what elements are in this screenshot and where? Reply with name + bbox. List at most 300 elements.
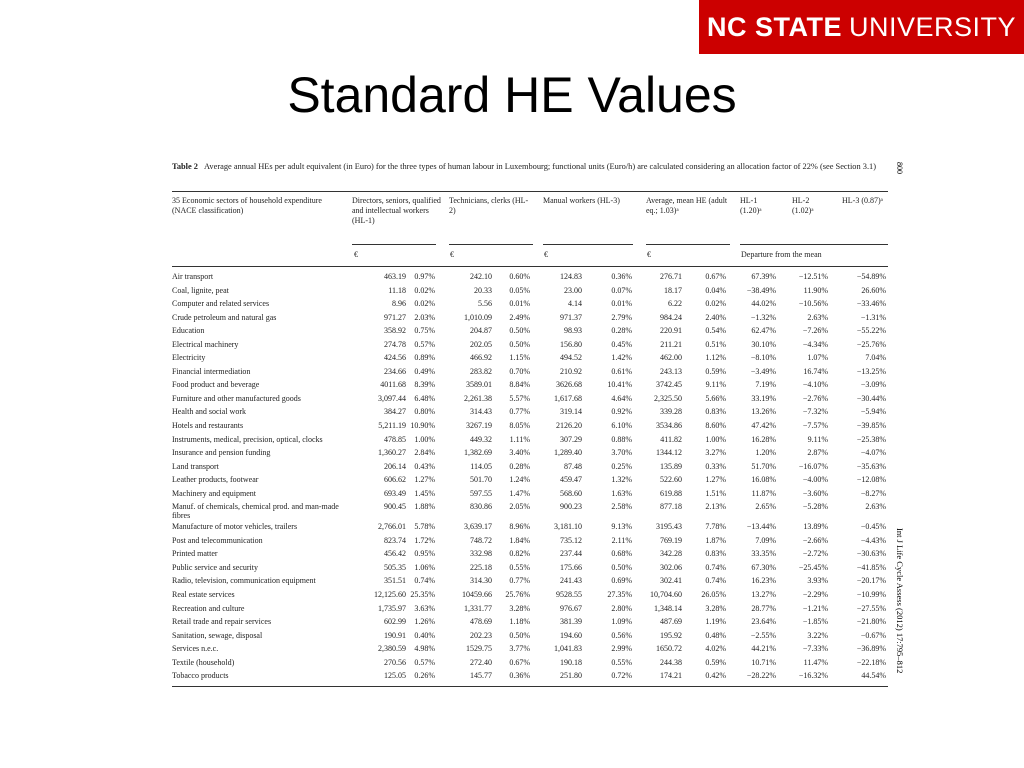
table-row xyxy=(172,353,888,367)
cell-hl1-value: 693.49 xyxy=(384,488,406,498)
cell-avg-value: 462.00 xyxy=(660,353,682,363)
logo-bold-text: NC STATE xyxy=(706,11,842,42)
cell-hl2-value: 1529.75 xyxy=(466,644,492,654)
cell-avg-pct: 0.83% xyxy=(705,407,726,417)
table-row xyxy=(172,448,888,462)
cell-hl2-pct: 2.49% xyxy=(509,312,530,322)
cell-dep-hl2: 2.87% xyxy=(807,448,828,458)
cell-sector: Printed matter xyxy=(172,549,218,559)
cell-dep-hl1: 16.23% xyxy=(751,576,776,586)
cell-hl2-value: 3589.01 xyxy=(466,380,492,390)
cell-hl1-pct: 25.35% xyxy=(410,590,435,600)
cell-hl3-pct: 1.32% xyxy=(611,475,632,485)
cell-hl3-value: 494.52 xyxy=(560,353,582,363)
cell-dep-hl1: −28.22% xyxy=(746,671,776,681)
cell-hl3-value: 319.14 xyxy=(560,407,582,417)
cell-dep-hl3: −4.43% xyxy=(860,535,886,545)
cell-hl2-pct: 1.11% xyxy=(509,434,530,444)
cell-avg-value: 3195.43 xyxy=(656,522,682,532)
cell-dep-hl3: 44.54% xyxy=(861,671,886,681)
cell-avg-value: 6.22 xyxy=(668,299,682,309)
cell-dep-hl2: −25.45% xyxy=(798,562,828,572)
cell-dep-hl2: −16.32% xyxy=(798,671,828,681)
cell-hl1-value: 270.56 xyxy=(384,657,406,667)
cell-hl1-pct: 3.63% xyxy=(414,603,435,613)
cell-avg-value: 3534.86 xyxy=(656,421,682,431)
cell-hl3-pct: 0.69% xyxy=(611,576,632,586)
cell-avg-pct: 1.27% xyxy=(705,475,726,485)
table-row xyxy=(172,502,888,522)
cell-hl1-value: 2,380.59 xyxy=(378,644,406,654)
cell-hl2-pct: 1.84% xyxy=(509,535,530,545)
cell-avg-pct: 0.04% xyxy=(705,285,726,295)
cell-hl2-value: 314.43 xyxy=(470,407,492,417)
cell-hl1-pct: 0.57% xyxy=(414,339,435,349)
cell-hl2-pct: 0.50% xyxy=(509,326,530,336)
cell-dep-hl2: −4.00% xyxy=(802,475,828,485)
cell-avg-pct: 0.54% xyxy=(705,326,726,336)
cell-hl1-pct: 2.84% xyxy=(414,448,435,458)
cell-hl3-pct: 1.42% xyxy=(611,353,632,363)
cell-avg-value: 174.21 xyxy=(660,671,682,681)
cell-hl2-value: 449.32 xyxy=(470,434,492,444)
cell-dep-hl3: −36.89% xyxy=(856,644,886,654)
cell-sector: Manufacture of motor vehicles, trailers xyxy=(172,522,298,532)
table-label: Table 2 xyxy=(172,162,198,171)
header-dep-hl3: HL-3 (0.87)ᵃ xyxy=(842,196,883,205)
cell-hl1-value: 351.51 xyxy=(384,576,406,586)
cell-hl2-pct: 1.47% xyxy=(509,488,530,498)
cell-hl2-pct: 3.77% xyxy=(509,644,530,654)
table-row xyxy=(172,272,888,286)
cell-hl1-value: 602.99 xyxy=(384,617,406,627)
cell-dep-hl3: 2.63% xyxy=(865,502,886,512)
table-row xyxy=(172,671,888,685)
cell-hl2-pct: 0.05% xyxy=(509,285,530,295)
cell-hl3-pct: 0.92% xyxy=(611,407,632,417)
cell-hl2-pct: 0.01% xyxy=(509,299,530,309)
cell-hl3-value: 190.18 xyxy=(560,657,582,667)
side-citation: Int J Life Cycle Assess (2012) 17:795–812 xyxy=(895,528,905,674)
cell-hl1-pct: 6.48% xyxy=(414,393,435,403)
cell-dep-hl1: 33.35% xyxy=(751,549,776,559)
cell-hl3-pct: 9.13% xyxy=(611,522,632,532)
cell-sector: Health and social work xyxy=(172,407,246,417)
cell-hl1-value: 2,766.01 xyxy=(378,522,406,532)
cell-hl3-pct: 0.36% xyxy=(611,272,632,281)
cell-hl3-value: 900.23 xyxy=(560,502,582,512)
cell-hl2-value: 3,639.17 xyxy=(464,522,492,532)
cell-avg-value: 1344.12 xyxy=(656,448,682,458)
cell-avg-value: 135.89 xyxy=(660,461,682,471)
cell-dep-hl3: −12.08% xyxy=(856,475,886,485)
cell-dep-hl1: 13.27% xyxy=(751,590,776,600)
cell-hl2-pct: 0.82% xyxy=(509,549,530,559)
cell-dep-hl1: −38.49% xyxy=(746,285,776,295)
table-row xyxy=(172,549,888,563)
cell-hl1-value: 606.62 xyxy=(384,475,406,485)
cell-dep-hl1: −8.10% xyxy=(750,353,776,363)
cell-sector: Electrical machinery xyxy=(172,339,239,349)
cell-sector: Furniture and other manufactured goods xyxy=(172,393,301,403)
cell-hl3-pct: 0.56% xyxy=(611,630,632,640)
cell-hl1-value: 206.14 xyxy=(384,461,406,471)
cell-avg-value: 487.69 xyxy=(660,617,682,627)
cell-avg-value: 877.18 xyxy=(660,502,682,512)
cell-sector: Recreation and culture xyxy=(172,603,245,613)
cell-dep-hl2: 11.47% xyxy=(803,657,828,667)
cell-hl2-pct: 8.96% xyxy=(509,522,530,532)
cell-hl3-pct: 0.07% xyxy=(611,285,632,295)
cell-hl3-pct: 0.68% xyxy=(611,549,632,559)
cell-dep-hl3: −33.46% xyxy=(856,299,886,309)
cell-dep-hl1: 13.26% xyxy=(751,407,776,417)
header-hl2: Technicians, clerks (HL-2) xyxy=(449,196,529,215)
cell-hl3-value: 175.66 xyxy=(560,562,582,572)
cell-hl2-pct: 0.60% xyxy=(509,272,530,281)
table-row xyxy=(172,489,888,503)
cell-dep-hl1: −13.44% xyxy=(746,522,776,532)
cell-hl3-value: 568.60 xyxy=(560,488,582,498)
cell-avg-pct: 0.42% xyxy=(705,671,726,681)
cell-avg-pct: 4.02% xyxy=(705,644,726,654)
cell-hl2-pct: 0.55% xyxy=(509,562,530,572)
table-row xyxy=(172,576,888,590)
cell-hl1-value: 3,097.44 xyxy=(378,393,406,403)
cell-hl2-pct: 3.40% xyxy=(509,448,530,458)
cell-hl2-value: 597.55 xyxy=(470,488,492,498)
cell-hl2-value: 501.70 xyxy=(470,475,492,485)
cell-hl1-pct: 1.45% xyxy=(414,488,435,498)
cell-hl1-value: 971.27 xyxy=(384,312,406,322)
cell-hl3-value: 971.37 xyxy=(560,312,582,322)
cell-hl2-value: 225.18 xyxy=(470,562,492,572)
table-row xyxy=(172,313,888,327)
cell-hl3-pct: 2.99% xyxy=(611,644,632,654)
cell-avg-value: 18.17 xyxy=(664,285,682,295)
cell-sector: Food product and beverage xyxy=(172,380,260,390)
cell-hl3-value: 1,041.83 xyxy=(554,644,582,654)
cell-hl1-pct: 0.95% xyxy=(414,549,435,559)
cell-avg-value: 2,325.50 xyxy=(654,393,682,403)
cell-hl3-value: 381.39 xyxy=(560,617,582,627)
cell-dep-hl3: −35.63% xyxy=(856,461,886,471)
cell-avg-pct: 1.12% xyxy=(705,353,726,363)
cell-hl2-pct: 0.67% xyxy=(509,657,530,667)
cell-avg-pct: 1.51% xyxy=(705,488,726,498)
cell-dep-hl2: −4.10% xyxy=(802,380,828,390)
cell-hl2-pct: 25.76% xyxy=(505,590,530,600)
cell-hl1-pct: 4.98% xyxy=(414,644,435,654)
cell-dep-hl1: 33.19% xyxy=(751,393,776,403)
cell-dep-hl3: −25.76% xyxy=(856,339,886,349)
cell-dep-hl2: −7.33% xyxy=(802,644,828,654)
nc-state-logo xyxy=(699,0,1024,54)
cell-hl1-pct: 0.97% xyxy=(414,272,435,281)
cell-hl3-value: 251.80 xyxy=(560,671,582,681)
cell-hl3-value: 4.14 xyxy=(568,299,582,309)
cell-sector: Hotels and restaurants xyxy=(172,421,244,431)
cell-hl2-value: 283.82 xyxy=(470,366,492,376)
cell-dep-hl2: −2.66% xyxy=(802,535,828,545)
cell-avg-value: 522.60 xyxy=(660,475,682,485)
cell-hl2-pct: 8.05% xyxy=(509,421,530,431)
cell-avg-value: 619.88 xyxy=(660,488,682,498)
header-sector: 35 Economic sectors of household expenditure (NACE classification) xyxy=(172,196,322,215)
cell-hl2-value: 1,382.69 xyxy=(464,448,492,458)
cell-hl3-pct: 2.58% xyxy=(611,502,632,512)
cell-hl1-pct: 0.80% xyxy=(414,407,435,417)
table-row xyxy=(172,435,888,449)
cell-dep-hl2: −2.72% xyxy=(802,549,828,559)
table-bottom-rule xyxy=(172,686,888,687)
table-row xyxy=(172,462,888,476)
cell-dep-hl3: −0.67% xyxy=(860,630,886,640)
cell-dep-hl1: 28.77% xyxy=(751,603,776,613)
table-row xyxy=(172,590,888,604)
cell-hl2-pct: 3.28% xyxy=(509,603,530,613)
cell-hl3-value: 241.43 xyxy=(560,576,582,586)
cell-hl1-value: 823.74 xyxy=(384,535,406,545)
cell-dep-hl1: 47.42% xyxy=(751,421,776,431)
cell-avg-value: 10,704.60 xyxy=(650,590,682,600)
cell-dep-hl1: 30.10% xyxy=(751,339,776,349)
cell-avg-value: 1,348.14 xyxy=(654,603,682,613)
rule-hl1 xyxy=(352,244,436,245)
cell-hl1-value: 456.42 xyxy=(384,549,406,559)
cell-hl1-value: 1,735.97 xyxy=(378,603,406,613)
cell-hl3-value: 1,617.68 xyxy=(554,393,582,403)
euro-hl3: € xyxy=(544,250,548,259)
slide-title: Standard HE Values xyxy=(287,67,737,123)
cell-hl3-value: 2126.20 xyxy=(556,421,582,431)
cell-hl2-pct: 0.36% xyxy=(509,671,530,681)
cell-sector: Financial intermediation xyxy=(172,366,251,376)
cell-hl3-pct: 0.25% xyxy=(611,461,632,471)
cell-avg-pct: 0.59% xyxy=(705,366,726,376)
paper-table-image xyxy=(172,160,890,695)
cell-dep-hl3: −0.45% xyxy=(860,522,886,532)
cell-hl2-value: 114.05 xyxy=(470,461,492,471)
cell-avg-value: 244.38 xyxy=(660,657,682,667)
cell-sector: Manuf. of chemicals, chemical prod. and man-made fibres xyxy=(172,502,339,521)
cell-dep-hl2: −4.34% xyxy=(802,339,828,349)
cell-sector: Tobacco products xyxy=(172,671,229,681)
cell-avg-value: 342.28 xyxy=(660,549,682,559)
cell-hl1-pct: 1.26% xyxy=(414,617,435,627)
caption-text: Average annual HEs per adult equivalent (in Euro) for the three types of human labour in Luxembourg; functional units (Euro/h) are calculated considering an allocation factor of 22% (see Section 3.1) xyxy=(204,162,877,171)
cell-hl2-value: 1,331.77 xyxy=(464,603,492,613)
cell-avg-value: 339.28 xyxy=(660,407,682,417)
cell-dep-hl2: 9.11% xyxy=(807,434,828,444)
cell-hl1-value: 900.45 xyxy=(384,502,406,512)
cell-avg-pct: 0.67% xyxy=(705,272,726,281)
cell-sector: Leather products, footwear xyxy=(172,475,259,485)
cell-hl2-value: 20.33 xyxy=(474,285,492,295)
cell-dep-hl3: −10.99% xyxy=(856,590,886,600)
table-row xyxy=(172,604,888,618)
cell-hl1-pct: 0.75% xyxy=(414,326,435,336)
cell-hl3-value: 194.60 xyxy=(560,630,582,640)
cell-avg-value: 984.24 xyxy=(660,312,682,322)
cell-sector: Insurance and pension funding xyxy=(172,448,271,458)
cell-hl1-value: 190.91 xyxy=(384,630,406,640)
cell-avg-value: 220.91 xyxy=(660,326,682,336)
rule-avg xyxy=(646,244,730,245)
cell-avg-value: 769.19 xyxy=(660,535,682,545)
cell-hl3-pct: 1.63% xyxy=(611,488,632,498)
cell-hl1-pct: 0.26% xyxy=(414,671,435,681)
cell-dep-hl3: −5.94% xyxy=(860,407,886,417)
cell-hl1-value: 463.19 xyxy=(384,272,406,281)
cell-hl3-value: 210.92 xyxy=(560,366,582,376)
cell-hl2-value: 466.92 xyxy=(470,353,492,363)
cell-hl1-value: 1,360.27 xyxy=(378,448,406,458)
cell-avg-pct: 1.00% xyxy=(705,434,726,444)
rule-departure xyxy=(740,244,888,245)
table-row xyxy=(172,536,888,550)
cell-dep-hl1: 44.02% xyxy=(751,299,776,309)
cell-hl1-pct: 1.72% xyxy=(414,535,435,545)
table-row xyxy=(172,394,888,408)
table-row xyxy=(172,475,888,489)
cell-hl3-value: 124.83 xyxy=(560,272,582,281)
cell-dep-hl3: −20.17% xyxy=(856,576,886,586)
top-rule xyxy=(172,191,888,192)
euro-avg: € xyxy=(647,250,651,259)
header-bottom-rule xyxy=(172,266,888,267)
cell-dep-hl1: 2.65% xyxy=(755,502,776,512)
cell-hl3-pct: 4.64% xyxy=(611,393,632,403)
cell-avg-pct: 26.05% xyxy=(701,590,726,600)
cell-dep-hl3: −8.27% xyxy=(860,488,886,498)
table-row xyxy=(172,299,888,313)
cell-dep-hl3: −1.31% xyxy=(860,312,886,322)
cell-dep-hl1: 67.39% xyxy=(751,272,776,281)
departure-label: Departure from the mean xyxy=(741,250,822,259)
cell-hl2-pct: 2.05% xyxy=(509,502,530,512)
cell-avg-pct: 0.59% xyxy=(705,657,726,667)
cell-hl3-value: 156.80 xyxy=(560,339,582,349)
cell-hl3-pct: 0.45% xyxy=(611,339,632,349)
cell-avg-pct: 9.11% xyxy=(705,380,726,390)
cell-dep-hl1: 16.28% xyxy=(751,434,776,444)
table-row xyxy=(172,407,888,421)
cell-hl3-value: 307.29 xyxy=(560,434,582,444)
cell-dep-hl1: 23.64% xyxy=(751,617,776,627)
cell-dep-hl3: −25.38% xyxy=(856,434,886,444)
cell-hl1-value: 8.96 xyxy=(392,299,406,309)
cell-sector: Public service and security xyxy=(172,562,258,572)
cell-hl1-pct: 0.02% xyxy=(414,299,435,309)
table-row xyxy=(172,421,888,435)
cell-avg-value: 195.92 xyxy=(660,630,682,640)
table-row xyxy=(172,326,888,340)
cell-sector: Education xyxy=(172,326,205,336)
cell-sector: Computer and related services xyxy=(172,299,270,309)
cell-hl1-value: 384.27 xyxy=(384,407,406,417)
cell-dep-hl1: 51.70% xyxy=(751,461,776,471)
cell-dep-hl2: −12.51% xyxy=(798,272,828,281)
cell-dep-hl1: 11.87% xyxy=(751,488,776,498)
table-row xyxy=(172,658,888,672)
cell-sector: Radio, television, communication equipment xyxy=(172,576,316,586)
cell-hl1-pct: 10.90% xyxy=(410,421,435,431)
cell-hl2-value: 3267.19 xyxy=(466,421,492,431)
table-row xyxy=(172,380,888,394)
cell-hl2-pct: 0.77% xyxy=(509,576,530,586)
side-page-number: 800 xyxy=(895,162,904,174)
table-row xyxy=(172,340,888,354)
cell-hl3-value: 98.93 xyxy=(564,326,582,336)
cell-sector: Land transport xyxy=(172,461,219,471)
cell-dep-hl3: −54.89% xyxy=(856,272,886,281)
cell-hl2-value: 2,261.38 xyxy=(464,393,492,403)
cell-avg-pct: 2.13% xyxy=(705,502,726,512)
cell-hl2-pct: 1.15% xyxy=(509,353,530,363)
cell-avg-value: 302.41 xyxy=(660,576,682,586)
cell-hl1-pct: 0.74% xyxy=(414,576,435,586)
cell-dep-hl3: −27.55% xyxy=(856,603,886,613)
cell-hl3-pct: 0.28% xyxy=(611,326,632,336)
table-row xyxy=(172,563,888,577)
table-row xyxy=(172,644,888,658)
cell-hl2-value: 202.23 xyxy=(470,630,492,640)
cell-sector: Retail trade and repair services xyxy=(172,617,272,627)
cell-hl3-pct: 6.10% xyxy=(611,421,632,431)
cell-hl3-value: 87.48 xyxy=(564,461,582,471)
cell-hl1-pct: 2.03% xyxy=(414,312,435,322)
cell-hl1-pct: 1.06% xyxy=(414,562,435,572)
cell-hl2-pct: 1.18% xyxy=(509,617,530,627)
cell-dep-hl2: −7.26% xyxy=(802,326,828,336)
cell-avg-value: 1650.72 xyxy=(656,644,682,654)
cell-dep-hl1: 62.47% xyxy=(751,326,776,336)
cell-hl1-pct: 0.40% xyxy=(414,630,435,640)
cell-dep-hl3: −3.09% xyxy=(860,380,886,390)
cell-hl1-value: 274.78 xyxy=(384,339,406,349)
cell-sector: Instruments, medical, precision, optical, clocks xyxy=(172,434,323,444)
cell-hl2-pct: 0.77% xyxy=(509,407,530,417)
cell-sector: Services n.e.c. xyxy=(172,644,219,654)
cell-dep-hl3: −22.18% xyxy=(856,657,886,667)
cell-hl2-pct: 0.50% xyxy=(509,630,530,640)
cell-dep-hl2: −10.56% xyxy=(798,299,828,309)
cell-hl2-value: 145.77 xyxy=(470,671,492,681)
cell-hl1-value: 5,211.19 xyxy=(378,421,406,431)
cell-hl1-pct: 0.43% xyxy=(414,461,435,471)
cell-hl2-value: 314.30 xyxy=(470,576,492,586)
cell-hl2-value: 5.56 xyxy=(478,299,492,309)
table-body xyxy=(172,272,888,686)
cell-dep-hl2: 3.93% xyxy=(807,576,828,586)
cell-hl3-pct: 0.55% xyxy=(611,657,632,667)
cell-hl3-pct: 0.88% xyxy=(611,434,632,444)
rule-hl2 xyxy=(449,244,533,245)
cell-dep-hl2: −5.28% xyxy=(802,502,828,512)
header-hl1: Directors, seniors, qualified and intellectual workers (HL-1) xyxy=(352,196,441,225)
cell-dep-hl2: −2.76% xyxy=(802,393,828,403)
cell-dep-hl3: −30.63% xyxy=(856,549,886,559)
table-row xyxy=(172,367,888,381)
cell-avg-pct: 0.51% xyxy=(705,339,726,349)
cell-hl2-value: 830.86 xyxy=(470,502,492,512)
cell-hl2-pct: 1.24% xyxy=(509,475,530,485)
cell-hl1-value: 424.56 xyxy=(384,353,406,363)
cell-dep-hl1: −2.55% xyxy=(750,630,776,640)
cell-hl3-pct: 27.35% xyxy=(607,590,632,600)
cell-dep-hl2: −3.60% xyxy=(802,488,828,498)
